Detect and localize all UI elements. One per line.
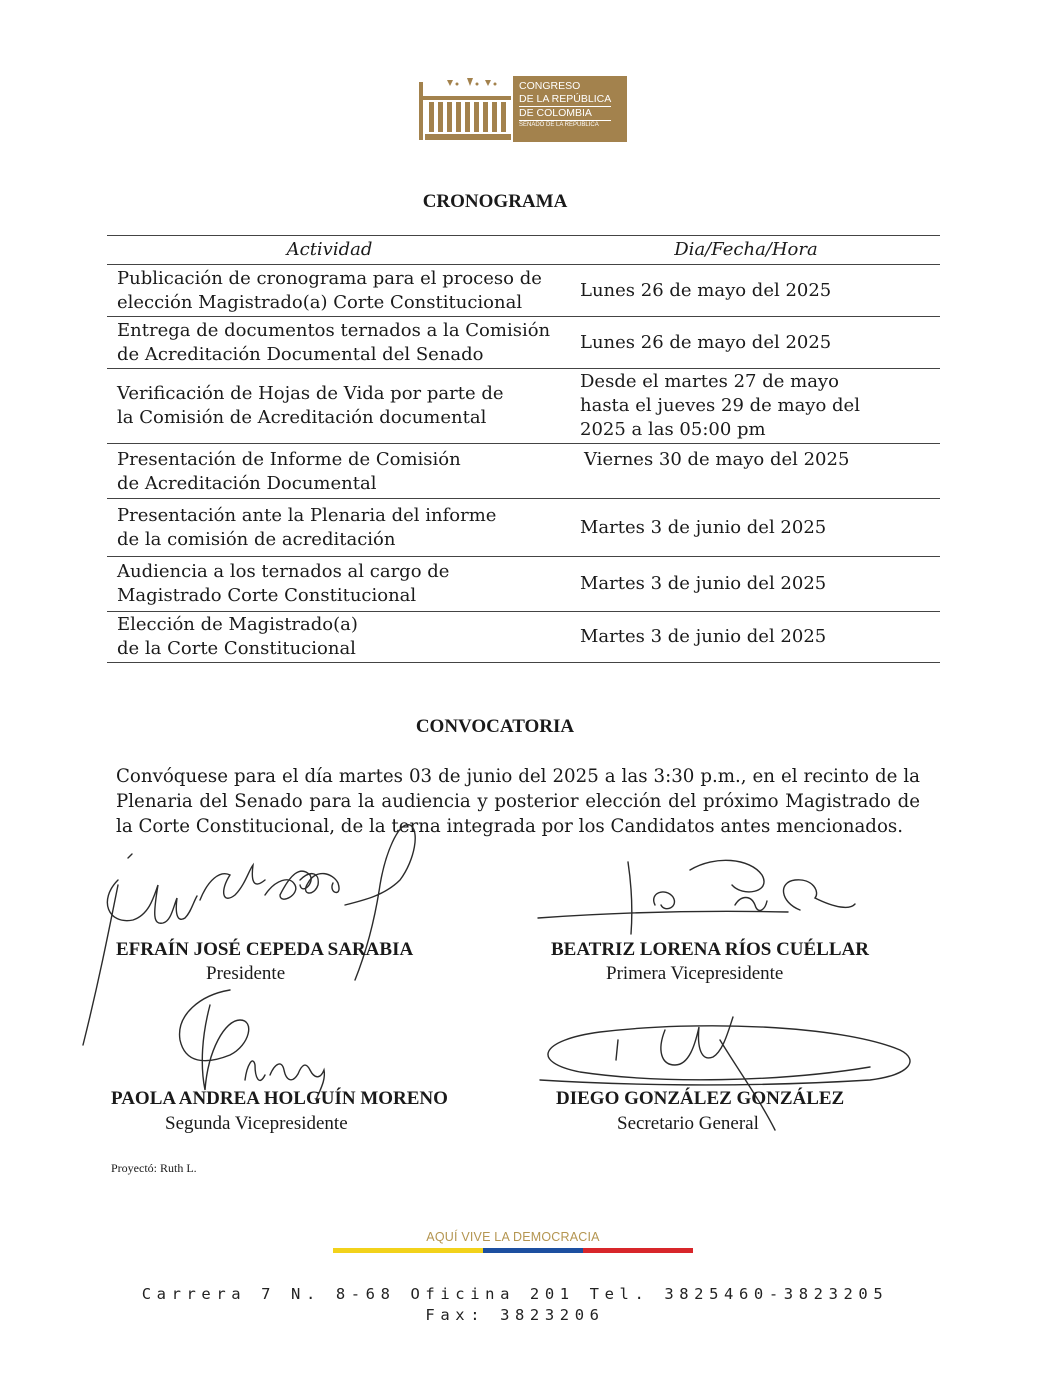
signatory-role-1: Presidente — [206, 963, 286, 984]
convocatoria-title: CONVOCATORIA — [415, 716, 575, 737]
activity-line: elección Magistrado(a) Corte Constitucional — [117, 291, 523, 313]
activity-line: Magistrado Corte Constitucional — [117, 585, 417, 606]
flag-stripe-red — [583, 1248, 693, 1253]
signatory-role-2: Primera Vicepresidente — [606, 963, 784, 984]
date-line: Desde el martes 27 de mayo — [580, 371, 839, 392]
date-line: Lunes 26 de mayo del 2025 — [580, 279, 832, 301]
signatory-name-4: DIEGO GONZÁLEZ GONZÁLEZ — [556, 1088, 845, 1109]
date-line: Lunes 26 de mayo del 2025 — [580, 331, 832, 353]
logo-line-2: DE LA REPÚBLICA — [519, 93, 612, 105]
signature-holguin — [180, 990, 325, 1100]
activity-line: Verificación de Hojas de Vida por parte de — [117, 383, 504, 404]
flag-stripe-blue — [483, 1248, 583, 1253]
date-line: 2025 a las 05:00 pm — [580, 419, 766, 440]
activity-line: de la Corte Constitucional — [117, 638, 356, 659]
column-header-activity: Actividad — [107, 236, 552, 265]
activity-line: Audiencia a los ternados al cargo de — [117, 561, 450, 582]
signatory-name-3: PAOLA ANDREA HOLGUÍN MORENO — [111, 1088, 448, 1109]
date-line: Martes 3 de junio del 2025 — [580, 516, 827, 538]
motto-text: AQUÍ VIVE LA DEMOCRACIA — [426, 1230, 600, 1244]
signature-cepeda — [83, 825, 415, 1045]
signature-rios — [538, 860, 855, 934]
activity-line: de Acreditación Documental del Senado — [117, 343, 484, 365]
activity-line: Publicación de cronograma para el proceso de — [117, 267, 542, 289]
activity-line: Presentación de Informe de Comisión — [117, 449, 461, 470]
flag-stripe-yellow — [333, 1248, 483, 1253]
date-line: Martes 3 de junio del 2025 — [580, 626, 827, 647]
logo-line-3: DE COLOMBIA — [519, 107, 611, 121]
date-line: hasta el jueves 29 de mayo del — [580, 395, 860, 416]
signatory-name-1: EFRAÍN JOSÉ CEPEDA SARABIA — [116, 939, 414, 960]
logo-line-1: CONGRESO — [519, 80, 581, 92]
activity-line: Entrega de documentos ternados a la Comisión — [117, 319, 551, 341]
footer-address: Carrera 7 N. 8-68 Oficina 201 Tel. 3825460-3823205 — [141, 1285, 889, 1303]
logo-subline: SENADO DE LA REPÚBLICA — [519, 122, 599, 128]
date-line: Viernes 30 de mayo del 2025 — [584, 449, 850, 470]
activity-line: Presentación ante la Plenaria del informe — [117, 504, 497, 526]
activity-line: Elección de Magistrado(a) — [117, 614, 358, 635]
signatory-name-2: BEATRIZ LORENA RÍOS CUÉLLAR — [551, 939, 869, 960]
activity-line: la Comisión de Acreditación documental — [117, 407, 487, 428]
footer-motto-band — [333, 1228, 693, 1258]
activity-line: de Acreditación Documental — [117, 473, 377, 494]
signatory-role-4: Secretario General — [617, 1113, 759, 1134]
signatory-role-3: Segunda Vicepresidente — [165, 1113, 348, 1134]
cronograma-title: CRONOGRAMA — [422, 191, 568, 212]
drafted-by-note: Proyectó: Ruth L. — [111, 1161, 197, 1175]
column-header-date: Dia/Fecha/Hora — [552, 236, 940, 265]
footer-fax: Fax: 3823206 — [425, 1306, 605, 1324]
activity-line: de la comisión de acreditación — [117, 528, 396, 550]
date-line: Martes 3 de junio del 2025 — [580, 573, 827, 594]
convocatoria-paragraph: Convóquese para el día martes 03 de junio del 2025 a las 3:30 p.m., en el recinto de la Plenaria del Senado para la audiencia y posterior elección del próximo Magistrado de la Corte Constitucional, de la terna integrada por los Candidatos antes mencionados. — [116, 766, 920, 837]
